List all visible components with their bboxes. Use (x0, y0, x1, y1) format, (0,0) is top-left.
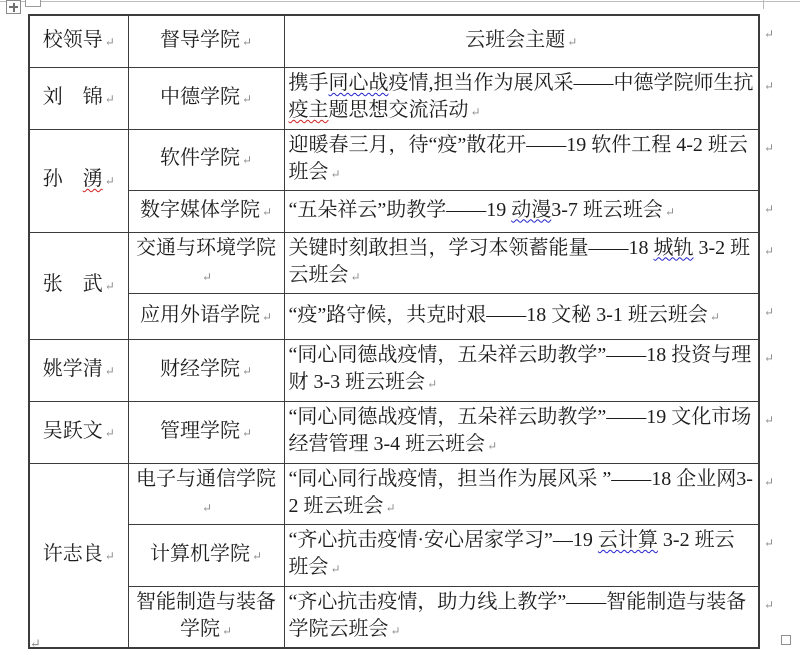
end-of-cell-mark: ↵ (241, 91, 253, 106)
end-of-cell-mark: ↵ (664, 204, 675, 219)
table-row (29, 463, 759, 524)
end-of-row-mark: ↵ (763, 27, 774, 41)
table-row (29, 129, 759, 190)
text-segment: “同心同德战疫情，五朵祥云助教学”——18 投资与理财 3-3 班云班会 (288, 344, 752, 393)
theme-cell[interactable] (284, 232, 774, 293)
theme-cell[interactable] (284, 401, 774, 463)
theme-text (289, 134, 748, 183)
college-name: 管理学院 (159, 419, 240, 442)
text-segment: 刘 锦 (42, 85, 103, 108)
table-handle-box[interactable] (25, 0, 41, 7)
theme-cell[interactable] (284, 67, 774, 129)
college-cell[interactable] (128, 339, 284, 401)
end-of-cell-mark: ↵ (241, 425, 253, 440)
end-of-cell-mark: ↵ (201, 500, 213, 515)
leader-cell[interactable] (29, 401, 128, 463)
end-of-cell-mark: ↵ (221, 623, 233, 638)
end-of-cell-mark: ↵ (104, 548, 115, 563)
text-segment: “同心同德战疫情，五朵祥云助教学”——19 文化市场经营管理 3-4 班云班会 (288, 406, 752, 455)
end-of-cell-mark: ↵ (104, 34, 115, 49)
spellcheck-underlined-text: 动漫 (511, 198, 552, 221)
text-segment: “五朵祥云”助教学——19 (288, 198, 512, 221)
theme-text (289, 344, 752, 393)
college-cell[interactable] (128, 67, 284, 129)
college-cell[interactable] (128, 293, 284, 339)
college-name: 软件学院 (159, 147, 240, 169)
table-row (29, 401, 759, 463)
theme-cell[interactable] (284, 339, 774, 401)
table-row (29, 524, 759, 586)
college-cell[interactable] (128, 524, 284, 586)
theme-text (289, 468, 753, 517)
header-label: 校领导 (42, 28, 103, 51)
college-name: 财经学院 (159, 357, 240, 380)
end-of-row-mark: ↵ (763, 474, 774, 489)
move-cross-icon (9, 6, 18, 8)
end-of-cell-mark: ↵ (261, 309, 273, 324)
table-row (29, 232, 759, 293)
end-of-row-mark: ↵ (763, 243, 774, 258)
leader-cell[interactable] (29, 67, 128, 129)
end-of-cell-mark: ↵ (330, 562, 341, 576)
text-segment: “同心同行战疫情，担当作为展风采 ”——18 企业网3-2 班云班会 (288, 467, 753, 517)
text-segment: 吴跃文 (42, 419, 103, 442)
end-of-cell-mark: ↵ (487, 439, 498, 453)
header-row (29, 15, 759, 67)
theme-text (289, 304, 708, 326)
leader-cell[interactable] (29, 129, 128, 232)
leader-cell[interactable] (29, 463, 128, 648)
end-of-row-mark: ↵ (763, 140, 774, 155)
end-of-row-mark: ↵ (763, 412, 774, 427)
text-segment: 携手 (288, 72, 329, 94)
college-cell[interactable] (128, 586, 284, 648)
theme-text (289, 406, 752, 455)
cloud-class-meeting-table (28, 14, 774, 649)
text-segment: “齐心抗击疫情·安心居家学习”—19 (288, 529, 598, 551)
end-of-cell-mark: ↵ (427, 377, 438, 391)
end-of-cell-mark: ↵ (241, 153, 253, 167)
text-segment: 迎暖春三月，待“疫”散花开——19 软件工程 4-2 班云班会 (288, 133, 748, 183)
college-name: 中德学院 (159, 85, 240, 108)
end-of-cell-mark: ↵ (330, 166, 341, 181)
end-of-cell-mark: ↵ (709, 309, 720, 324)
text-segment: 关键时刻敢担当，学习本领蓄能量——18 (288, 236, 654, 259)
text-segment: 姚学清 (42, 357, 103, 380)
end-of-cell-mark: ↵ (104, 425, 115, 440)
paragraph-mark: ↵ (30, 636, 41, 651)
table-row (29, 293, 759, 339)
end-of-cell-mark: ↵ (261, 204, 273, 219)
text-segment: 许志良 (42, 542, 103, 565)
header-label: 云班会主题 (465, 28, 566, 51)
college-name: 电子与通信学院 (136, 467, 276, 490)
end-of-cell-mark: ↵ (201, 269, 213, 284)
college-cell[interactable] (128, 129, 284, 190)
end-of-row-mark: ↵ (763, 350, 774, 365)
theme-cell[interactable] (284, 586, 774, 648)
theme-text (289, 72, 754, 121)
spellcheck-underlined-text: 同心战 (328, 72, 389, 94)
col-header-leader[interactable] (29, 15, 128, 67)
end-of-cell-mark: ↵ (104, 174, 115, 188)
college-name: 交通与环境学院 (136, 236, 276, 259)
text-segment: 3-7 班云班会 (551, 198, 663, 221)
end-of-cell-mark: ↵ (470, 105, 481, 119)
end-of-cell-mark: ↵ (241, 34, 253, 49)
end-of-row-mark: ↵ (763, 78, 774, 93)
theme-cell[interactable] (284, 293, 774, 339)
end-of-cell-mark: ↵ (385, 500, 396, 515)
college-cell[interactable] (128, 190, 284, 232)
end-of-cell-mark: ↵ (104, 91, 115, 106)
col-header-college[interactable] (128, 15, 284, 67)
theme-text (289, 591, 747, 640)
end-of-row-mark: ↵ (763, 304, 774, 319)
text-segment: 张 武 (42, 273, 103, 295)
text-segment: 疫情,担当作为展风采——中德学院师生抗 (388, 72, 754, 94)
college-name: 数字媒体学院 (139, 198, 260, 221)
end-of-cell-mark: ↵ (241, 363, 253, 378)
end-of-cell-mark: ↵ (251, 548, 263, 563)
theme-cell[interactable] (284, 463, 774, 524)
college-name: 智能制造与装备学院 (136, 590, 276, 640)
leader-cell[interactable] (29, 232, 128, 339)
text-segment: 孙 (42, 168, 83, 190)
text-boundary-tick (763, 0, 764, 9)
theme-cell[interactable] (284, 129, 774, 190)
end-of-cell-mark: ↵ (350, 269, 361, 284)
col-header-theme[interactable] (284, 15, 774, 67)
theme-text (289, 529, 735, 578)
table-row (29, 190, 759, 232)
spellcheck-underlined-text: 城轨 (653, 236, 694, 259)
college-cell[interactable] (128, 232, 284, 293)
theme-text (289, 199, 663, 221)
text-boundary-line (0, 1, 800, 2)
end-of-cell-mark: ↵ (104, 363, 115, 378)
college-name: 计算机学院 (149, 542, 250, 565)
theme-cell[interactable] (284, 524, 774, 586)
college-name: 应用外语学院 (139, 303, 260, 326)
text-segment: “疫”路守候，共克时艰——18 文秘 3-1 班云班会 (288, 303, 708, 326)
college-cell[interactable] (128, 401, 284, 463)
table-row (29, 339, 759, 401)
theme-cell[interactable] (284, 190, 774, 232)
end-of-row-mark: ↵ (763, 201, 774, 216)
table-resize-handle[interactable] (781, 635, 791, 645)
text-segment: 3-2 班云班会 (288, 529, 735, 578)
table-row (29, 67, 759, 129)
college-cell[interactable] (128, 463, 284, 524)
table-row (29, 586, 759, 648)
end-of-row-mark: ↵ (763, 535, 774, 550)
leader-cell[interactable] (29, 339, 128, 401)
end-of-cell-mark: ↵ (104, 279, 115, 293)
end-of-cell-mark: ↵ (567, 34, 578, 49)
spellcheck-underlined-text: 云计算 (597, 529, 658, 551)
end-of-row-mark: ↵ (763, 597, 774, 612)
text-segment: 题思想交流活动 (328, 99, 469, 121)
spellcheck-underlined-text: 疫主 (288, 99, 329, 121)
text-segment: 3-2 班云班会 (288, 236, 751, 286)
header-label: 督导学院 (159, 28, 240, 51)
text-segment: “齐心抗击疫情，助力线上教学”——智能制造与装备学院云班会 (288, 590, 747, 640)
spellcheck-underlined-text: 湧 (82, 168, 103, 190)
end-of-cell-mark: ↵ (390, 623, 401, 638)
table-move-handle-icon[interactable] (6, 0, 21, 14)
